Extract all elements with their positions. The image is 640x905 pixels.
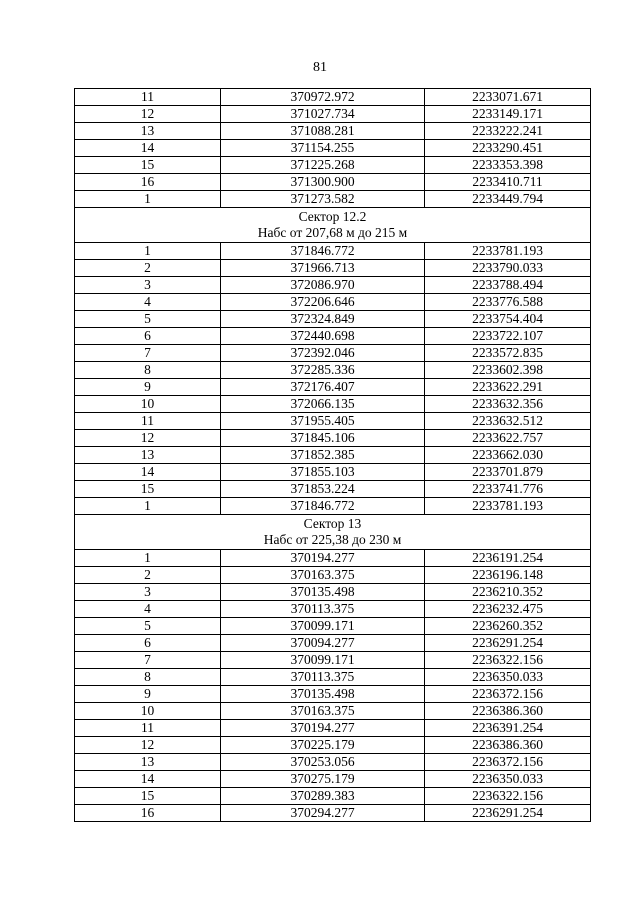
- y-coordinate-cell: 2236391.254: [425, 720, 591, 737]
- x-coordinate-cell: 371853.224: [221, 481, 425, 498]
- x-coordinate-cell: 370294.277: [221, 805, 425, 822]
- table-row: [75, 89, 591, 106]
- point-number-cell: 14: [75, 464, 221, 481]
- table-row: [75, 396, 591, 413]
- y-coordinate-cell: 2233788.494: [425, 277, 591, 294]
- point-number-cell: 6: [75, 635, 221, 652]
- x-coordinate-cell: 371855.103: [221, 464, 425, 481]
- point-number-cell: 12: [75, 430, 221, 447]
- y-coordinate-cell: 2233149.171: [425, 106, 591, 123]
- x-coordinate-cell: 371273.582: [221, 191, 425, 208]
- y-coordinate-cell: 2236322.156: [425, 652, 591, 669]
- block1-rows: [75, 89, 591, 208]
- table-row: [75, 703, 591, 720]
- point-number-cell: 12: [75, 737, 221, 754]
- point-number-cell: 6: [75, 328, 221, 345]
- point-number-cell: 2: [75, 260, 221, 277]
- x-coordinate-cell: 370094.277: [221, 635, 425, 652]
- x-coordinate-cell: 370135.498: [221, 584, 425, 601]
- y-coordinate-cell: 2233632.512: [425, 413, 591, 430]
- point-number-cell: 11: [75, 720, 221, 737]
- table-row: [75, 618, 591, 635]
- table-row: [75, 669, 591, 686]
- x-coordinate-cell: 371852.385: [221, 447, 425, 464]
- x-coordinate-cell: 372086.970: [221, 277, 425, 294]
- y-coordinate-cell: 2233602.398: [425, 362, 591, 379]
- point-number-cell: 15: [75, 157, 221, 174]
- table-row: [75, 140, 591, 157]
- point-number-cell: 11: [75, 89, 221, 106]
- table-row: [75, 362, 591, 379]
- point-number-cell: 7: [75, 652, 221, 669]
- point-number-cell: 8: [75, 669, 221, 686]
- y-coordinate-cell: 2233071.671: [425, 89, 591, 106]
- section-subtitle: Набс от 207,68 м до 215 м: [257, 225, 408, 240]
- section-title: Сектор 12.2: [298, 209, 367, 224]
- table-row: [75, 106, 591, 123]
- point-number-cell: 9: [75, 686, 221, 703]
- point-number-cell: 7: [75, 345, 221, 362]
- table-row: [75, 686, 591, 703]
- point-number-cell: 16: [75, 805, 221, 822]
- x-coordinate-cell: 371845.106: [221, 430, 425, 447]
- y-coordinate-cell: 2233701.879: [425, 464, 591, 481]
- table-row: [75, 345, 591, 362]
- y-coordinate-cell: 2233776.588: [425, 294, 591, 311]
- y-coordinate-cell: 2233632.356: [425, 396, 591, 413]
- point-number-cell: 4: [75, 601, 221, 618]
- table-row: [75, 464, 591, 481]
- table-row: [75, 771, 591, 788]
- x-coordinate-cell: 370099.171: [221, 652, 425, 669]
- point-number-cell: 12: [75, 106, 221, 123]
- table-row: [75, 277, 591, 294]
- table-row: [75, 635, 591, 652]
- table-row: [75, 481, 591, 498]
- y-coordinate-cell: 2236191.254: [425, 550, 591, 567]
- x-coordinate-cell: 370194.277: [221, 720, 425, 737]
- point-number-cell: 3: [75, 277, 221, 294]
- y-coordinate-cell: 2233781.193: [425, 498, 591, 515]
- table-row: [75, 498, 591, 515]
- table-row: [75, 413, 591, 430]
- point-number-cell: 1: [75, 550, 221, 567]
- y-coordinate-cell: 2233222.241: [425, 123, 591, 140]
- point-number-cell: 9: [75, 379, 221, 396]
- x-coordinate-cell: 372324.849: [221, 311, 425, 328]
- table-row: [75, 123, 591, 140]
- table-row: [75, 584, 591, 601]
- table-row: [75, 720, 591, 737]
- page-number: 81: [313, 60, 327, 75]
- x-coordinate-cell: 370163.375: [221, 567, 425, 584]
- table-row: [75, 191, 591, 208]
- y-coordinate-cell: 2233741.776: [425, 481, 591, 498]
- point-number-cell: 10: [75, 703, 221, 720]
- x-coordinate-cell: 370194.277: [221, 550, 425, 567]
- table-row: [75, 788, 591, 805]
- x-coordinate-cell: 370113.375: [221, 601, 425, 618]
- point-number-cell: 1: [75, 191, 221, 208]
- y-coordinate-cell: 2236291.254: [425, 805, 591, 822]
- table-row: [75, 379, 591, 396]
- x-coordinate-cell: 370253.056: [221, 754, 425, 771]
- section-row: [75, 515, 591, 550]
- table-row: [75, 174, 591, 191]
- y-coordinate-cell: 2236196.148: [425, 567, 591, 584]
- y-coordinate-cell: 2233622.291: [425, 379, 591, 396]
- point-number-cell: 3: [75, 584, 221, 601]
- point-number-cell: 4: [75, 294, 221, 311]
- x-coordinate-cell: 371846.772: [221, 243, 425, 260]
- section-cell: [75, 208, 591, 243]
- y-coordinate-cell: 2233290.451: [425, 140, 591, 157]
- block2-rows: [75, 243, 591, 515]
- x-coordinate-cell: 372176.407: [221, 379, 425, 396]
- section-row: [75, 208, 591, 243]
- coordinates-table: [74, 88, 591, 822]
- section-cell: [75, 515, 591, 550]
- x-coordinate-cell: 370225.179: [221, 737, 425, 754]
- x-coordinate-cell: 371088.281: [221, 123, 425, 140]
- point-number-cell: 16: [75, 174, 221, 191]
- table-row: [75, 328, 591, 345]
- x-coordinate-cell: 370972.972: [221, 89, 425, 106]
- point-number-cell: 14: [75, 140, 221, 157]
- y-coordinate-cell: 2236350.033: [425, 669, 591, 686]
- y-coordinate-cell: 2233353.398: [425, 157, 591, 174]
- table-row: [75, 243, 591, 260]
- point-number-cell: 5: [75, 311, 221, 328]
- block3-rows: [75, 550, 591, 822]
- table-row: [75, 550, 591, 567]
- y-coordinate-cell: 2236232.475: [425, 601, 591, 618]
- y-coordinate-cell: 2236291.254: [425, 635, 591, 652]
- y-coordinate-cell: 2233722.107: [425, 328, 591, 345]
- x-coordinate-cell: 371225.268: [221, 157, 425, 174]
- table-row: [75, 294, 591, 311]
- x-coordinate-cell: 372285.336: [221, 362, 425, 379]
- point-number-cell: 13: [75, 447, 221, 464]
- y-coordinate-cell: 2233449.794: [425, 191, 591, 208]
- x-coordinate-cell: 371300.900: [221, 174, 425, 191]
- x-coordinate-cell: 371027.734: [221, 106, 425, 123]
- y-coordinate-cell: 2236386.360: [425, 737, 591, 754]
- x-coordinate-cell: 370099.171: [221, 618, 425, 635]
- point-number-cell: 13: [75, 754, 221, 771]
- point-number-cell: 5: [75, 618, 221, 635]
- y-coordinate-cell: 2233790.033: [425, 260, 591, 277]
- x-coordinate-cell: 371966.713: [221, 260, 425, 277]
- y-coordinate-cell: 2236372.156: [425, 754, 591, 771]
- point-number-cell: 10: [75, 396, 221, 413]
- x-coordinate-cell: 372440.698: [221, 328, 425, 345]
- y-coordinate-cell: 2233781.193: [425, 243, 591, 260]
- section-title: Сектор 13: [303, 516, 362, 531]
- y-coordinate-cell: 2233410.711: [425, 174, 591, 191]
- point-number-cell: 2: [75, 567, 221, 584]
- y-coordinate-cell: 2236210.352: [425, 584, 591, 601]
- x-coordinate-cell: 372066.135: [221, 396, 425, 413]
- x-coordinate-cell: 372206.646: [221, 294, 425, 311]
- section-subtitle: Набс от 225,38 до 230 м: [263, 532, 402, 547]
- y-coordinate-cell: 2236322.156: [425, 788, 591, 805]
- section3-header: [75, 515, 591, 550]
- table-row: [75, 754, 591, 771]
- x-coordinate-cell: 371955.405: [221, 413, 425, 430]
- table-row: [75, 260, 591, 277]
- x-coordinate-cell: 370289.383: [221, 788, 425, 805]
- table-row: [75, 447, 591, 464]
- y-coordinate-cell: 2236386.360: [425, 703, 591, 720]
- y-coordinate-cell: 2233754.404: [425, 311, 591, 328]
- y-coordinate-cell: 2233622.757: [425, 430, 591, 447]
- table-row: [75, 652, 591, 669]
- x-coordinate-cell: 370113.375: [221, 669, 425, 686]
- table-row: [75, 311, 591, 328]
- point-number-cell: 15: [75, 481, 221, 498]
- y-coordinate-cell: 2233662.030: [425, 447, 591, 464]
- y-coordinate-cell: 2236260.352: [425, 618, 591, 635]
- section2-header: [75, 208, 591, 243]
- x-coordinate-cell: 371154.255: [221, 140, 425, 157]
- x-coordinate-cell: 372392.046: [221, 345, 425, 362]
- point-number-cell: 15: [75, 788, 221, 805]
- point-number-cell: 1: [75, 243, 221, 260]
- point-number-cell: 13: [75, 123, 221, 140]
- x-coordinate-cell: 370275.179: [221, 771, 425, 788]
- y-coordinate-cell: 2236372.156: [425, 686, 591, 703]
- x-coordinate-cell: 370163.375: [221, 703, 425, 720]
- x-coordinate-cell: 371846.772: [221, 498, 425, 515]
- x-coordinate-cell: 370135.498: [221, 686, 425, 703]
- table-row: [75, 805, 591, 822]
- table-row: [75, 430, 591, 447]
- point-number-cell: 14: [75, 771, 221, 788]
- table-row: [75, 737, 591, 754]
- y-coordinate-cell: 2236350.033: [425, 771, 591, 788]
- point-number-cell: 11: [75, 413, 221, 430]
- table-row: [75, 601, 591, 618]
- table-row: [75, 157, 591, 174]
- table-row: [75, 567, 591, 584]
- point-number-cell: 8: [75, 362, 221, 379]
- y-coordinate-cell: 2233572.835: [425, 345, 591, 362]
- point-number-cell: 1: [75, 498, 221, 515]
